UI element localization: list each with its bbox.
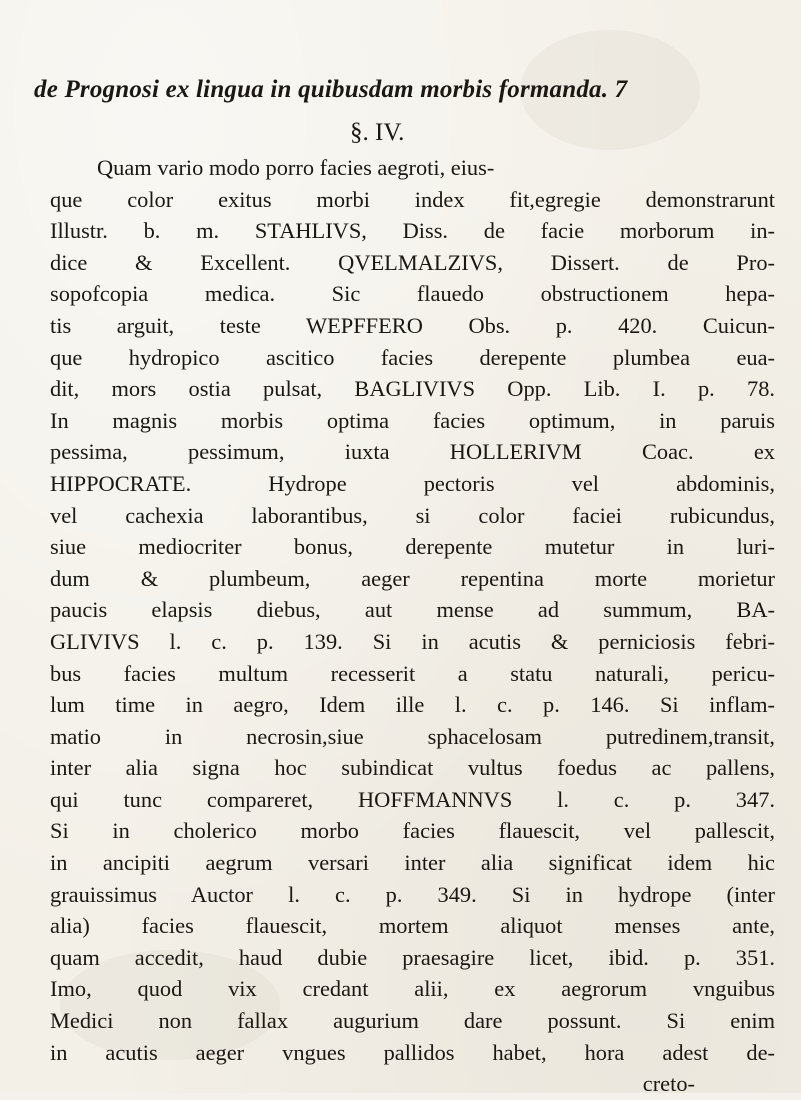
text-line: dum & plumbeum, aeger repentina morte morietur	[50, 565, 775, 591]
text-line: que color exitus morbi index fit,egregie demonstrarunt	[50, 186, 775, 212]
text-line: grauissimus Auctor l. c. p. 349. Si in hydrope (inter	[50, 881, 775, 907]
body-text	[50, 152, 775, 1100]
text-line: GLIVIVS l. c. p. 139. Si in acutis & perniciosis febri-	[50, 628, 775, 654]
text-line: paucis elapsis diebus, aut mense ad summum, BA-	[50, 597, 775, 623]
text-line: Illustr. b. m. STAHLIVS, Diss. de facie morborum in-	[50, 218, 775, 244]
text-line: bus facies multum recesserit a statu naturali, pericu-	[50, 660, 775, 686]
text-line: vel cachexia laborantibus, si color faciei rubicundus,	[50, 502, 775, 528]
running-head-title: de Prognosi ex lingua in quibusdam morbis formanda.	[34, 76, 609, 103]
text-line: qui tunc compareret, HOFFMANNVS l. c. p. 347.	[50, 786, 775, 812]
running-head	[34, 76, 774, 104]
text-line: que hydropico ascitico facies derepente plumbea eua-	[50, 344, 775, 370]
page-number: 7	[614, 76, 628, 103]
text-line: Imo, quod vix credant alii, ex aegrorum vnguibus	[50, 976, 775, 1002]
text-line: matio in necrosin,siue sphacelosam putredinem,transit,	[50, 723, 775, 749]
text-line: inter alia signa hoc subindicat vultus foedus ac pallens,	[50, 755, 775, 781]
text-line: tis arguit, teste WEPFFERO Obs. p. 420. Cuicun-	[50, 312, 775, 338]
catchword: creto-	[642, 1071, 695, 1097]
text-line: Medici non fallax augurium dare possunt. Si enim	[50, 1008, 775, 1034]
text-line: lum time in aegro, Idem ille l. c. p. 146. Si inflam-	[50, 692, 775, 718]
text-line: sopofcopia medica. Sic flauedo obstructionem hepa-	[50, 281, 775, 307]
text-line: alia) facies flauescit, mortem aliquot menses ante,	[50, 913, 775, 939]
text-line: in acutis aeger vngues pallidos habet, hora adest de-	[50, 1039, 775, 1065]
text-line: Quam vario modo porro facies aegroti, eius-	[97, 155, 495, 180]
text-line: quam accedit, haud dubie praesagire licet, ibid. p. 351.	[50, 944, 775, 970]
text-line: in ancipiti aegrum versari inter alia significat idem hic	[50, 850, 775, 876]
text-line: In magnis morbis optima facies optimum, in paruis	[50, 407, 775, 433]
text-line: pessima, pessimum, iuxta HOLLERIVM Coac. ex	[50, 439, 775, 465]
text-line: HIPPOCRATE. Hydrope pectoris vel abdominis,	[50, 470, 775, 496]
section-heading: §. IV.	[350, 119, 405, 146]
text-line: siue mediocriter bonus, derepente mutetur in luri-	[50, 534, 775, 560]
text-line: dit, mors ostia pulsat, BAGLIVIVS Opp. Lib. I. p. 78.	[50, 376, 775, 402]
text-line: Si in cholerico morbo facies flauescit, vel pallescit,	[50, 818, 775, 844]
text-line: dice & Excellent. QVELMALZIVS, Dissert. de Pro-	[50, 249, 775, 275]
